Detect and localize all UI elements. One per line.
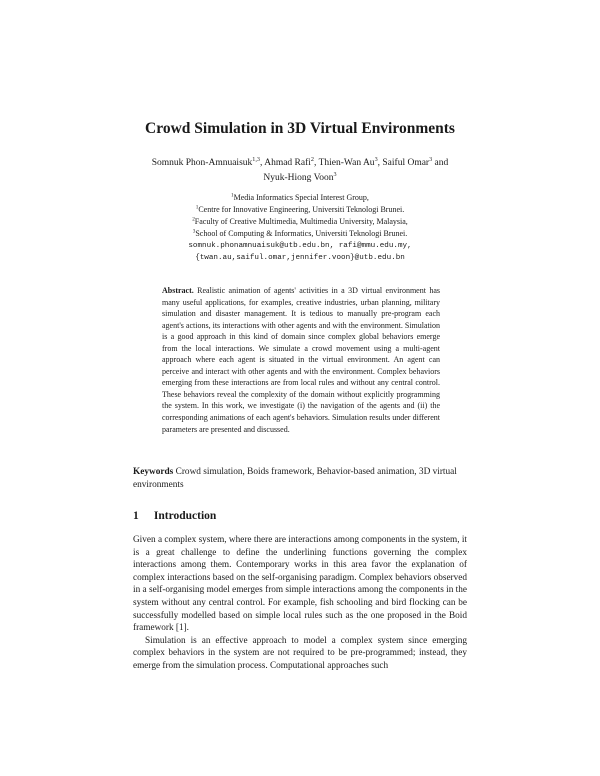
affiliation-marker: 1 xyxy=(195,204,199,211)
author-name: Ahmad Rafi xyxy=(264,158,311,168)
author-list: Somnuk Phon-Amnuaisuk$^{1,3}$, Ahmad Rafi$^2$, Thien-Wan Au$^3$, Saiful Omar$^3$ and Nyuk-Hiong Voon$^3$ xyxy=(151,156,449,183)
affiliation-text: Media Informatics Special Interest Group, xyxy=(233,193,369,202)
keywords xyxy=(133,466,467,492)
paragraph: Simulation is an effective approach to model a complex system since emerging complex behaviors in the system are not required to be pre-programmed; instead, they emerge from the simulation process. Computational approaches such xyxy=(133,635,467,671)
abstract xyxy=(162,285,440,435)
affiliation-text: Faculty of Creative Multimedia, Multimedia University, Malaysia, xyxy=(194,217,408,226)
affiliation-line xyxy=(130,204,470,216)
abstract-label: Abstract. xyxy=(162,286,194,295)
section-number: 1 xyxy=(133,510,139,522)
author-affil-marker: 2 xyxy=(310,156,314,163)
affiliation-text: Centre for Innovative Engineering, Universiti Teknologi Brunei. xyxy=(198,205,405,214)
author-conjunction: and xyxy=(434,158,449,168)
paragraph: Given a complex system, where there are interactions among components in the system, it is a great challenge to define the underlining functions governing the complex interactions among them. Contemporary works in this area favor the explanation of complex interactions based on the self-organising paradigm. Complex behaviors observed in a self-organising model emerges from simple interactions among the components in the system without any central control. For example, fish schooling and bird flocking can be successfully modelled based on simple local rules such as the one proposed in the Boid framework [1]. xyxy=(133,535,467,634)
affiliation-block xyxy=(130,192,470,264)
author-affil-marker: 3 xyxy=(333,171,337,178)
author-affil-marker: 1,3 xyxy=(252,156,260,163)
email-line[interactable]: somnuk.phonamnuaisuk@utb.edu.bn, rafi@mmu.edu.my, xyxy=(188,242,412,250)
affiliation-text: School of Computing & Informatics, Universiti Teknologi Brunei. xyxy=(195,229,408,238)
author-affil-marker: 3 xyxy=(374,156,378,163)
author-name: Somnuk Phon-Amnuaisuk xyxy=(151,158,253,168)
affiliation-marker: 1 xyxy=(231,192,234,199)
author-name: Thien-Wan Au xyxy=(318,158,375,168)
affiliation-line xyxy=(130,216,470,228)
affiliation-line xyxy=(130,192,470,204)
section-title: Introduction xyxy=(153,510,217,522)
body-text xyxy=(133,534,467,673)
author-name: Nyuk-Hiong Voon xyxy=(263,173,334,183)
affiliation-line xyxy=(130,228,470,240)
affiliation-marker: 3 xyxy=(192,228,196,235)
keywords-label: Keywords xyxy=(133,467,174,477)
section-heading xyxy=(133,510,467,522)
keywords-text: Crowd simulation, Boids framework, Behavior-based animation, 3D virtual environments xyxy=(133,467,457,490)
affiliation-marker: 2 xyxy=(192,216,195,223)
author-affil-marker: 3 xyxy=(429,156,433,163)
author-name: Saiful Omar xyxy=(382,158,430,168)
email-line[interactable]: {twan.au,saiful.omar,jennifer.voon}@utb.edu.bn xyxy=(195,254,405,262)
paper-title: Crowd Simulation in 3D Virtual Environments xyxy=(145,120,455,137)
abstract-text: Realistic animation of agents' activities in a 3D virtual environment has many useful applications, for examples, creative industries, urban planning, military simulation and disaster management. It is tedious to manually pre-program each agent's actions, its interactions with other agents and with the environment. Simulation is a good approach in this kind of domain since complex global behaviors emerge from the local interactions. We simulate a crowd movement using a multi-agent approach where each agent is situated in the virtual environment. An agent can perceive and interact with other agents and with the environment. Complex behaviors emerging from these interactions are from local rules and without any central control. These behaviors reveal the complexity of the domain without explicitly programming the system. In this work, we investigate (i) the navigation of the agents and (ii) the corresponding animations of each agent's behaviors. Simulation results under different parameters are presented and discussed. xyxy=(162,286,441,434)
